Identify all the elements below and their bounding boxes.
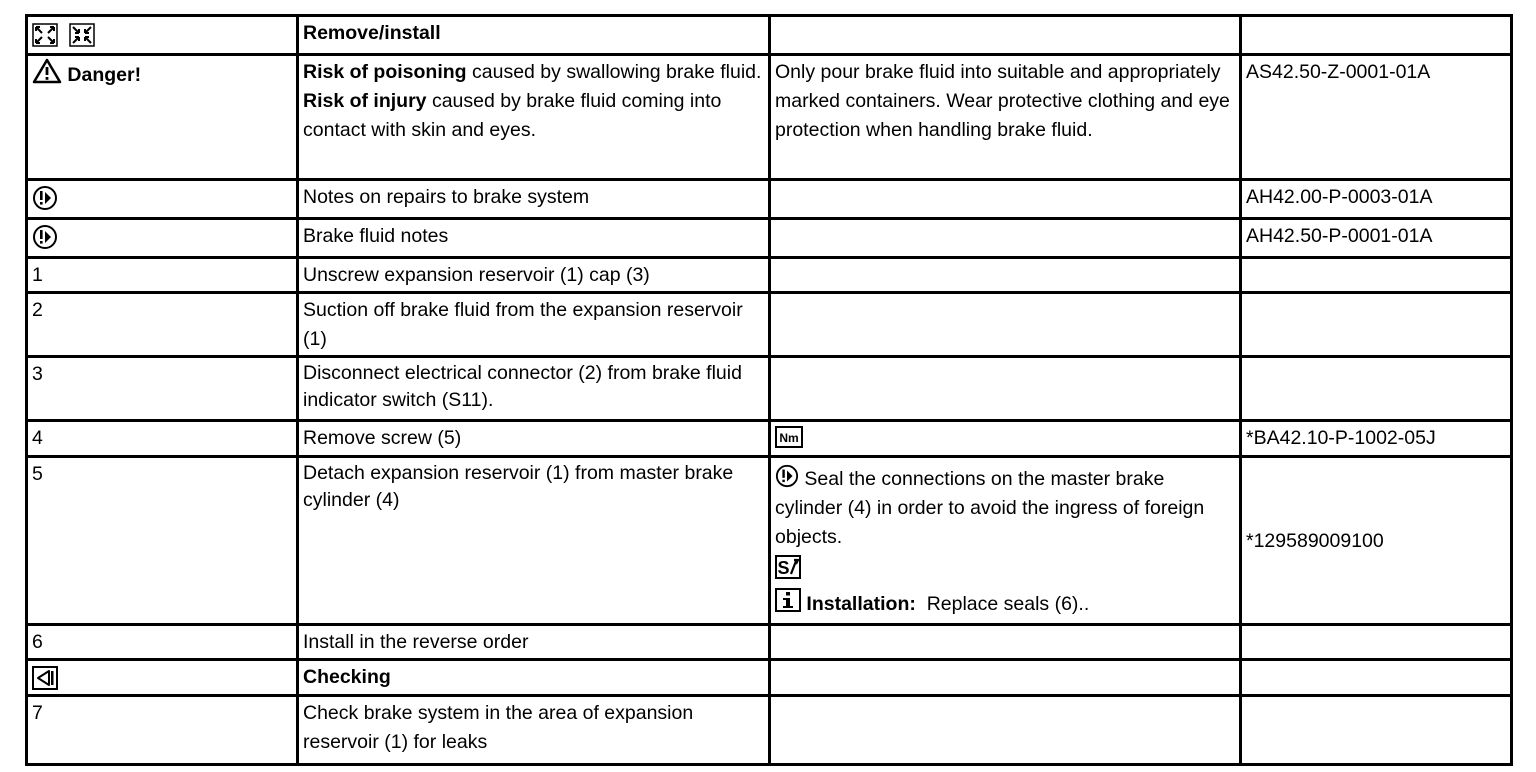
step-text-cell (298, 457, 770, 625)
special-tool-line (775, 552, 1235, 582)
note-empty-cell (770, 180, 1241, 219)
step-row (27, 258, 1512, 293)
info-icon (775, 588, 801, 612)
danger-measure: Only pour brake fluid into suitable and appropriately marked containers. Wear protective clothing and eye protection when handling brake fluid. (775, 61, 1230, 141)
special-tool-icon (775, 555, 801, 579)
step-ref-cell[interactable] (1241, 421, 1512, 457)
step-number: 5 (32, 463, 43, 485)
note-row (27, 219, 1512, 258)
installation-info (775, 588, 1235, 619)
svg-text:Nm: Nm (779, 430, 799, 445)
step-text: Unscrew expansion reservoir (1) cap (3) (303, 264, 650, 286)
step-number: 2 (32, 299, 43, 321)
step-number: 4 (32, 427, 43, 449)
risk-injury-text: caused by brake fluid coming into contact with skin and eyes. (303, 90, 722, 141)
note-icon (32, 224, 58, 250)
step-ref-link[interactable]: *BA42.10-P-1002-05J (1246, 427, 1436, 449)
header-title: Remove/install (303, 22, 441, 44)
step-number-cell (27, 357, 298, 421)
danger-row (27, 55, 1512, 180)
step-ref-link[interactable]: *129589009100 (1246, 529, 1384, 552)
step-icon-cell (770, 421, 1241, 457)
step-number-cell (27, 625, 298, 660)
checking-icon-cell (27, 660, 298, 696)
step-empty-cell (1241, 357, 1512, 421)
checking-row (27, 660, 1512, 696)
step-empty-cell (1241, 258, 1512, 293)
note-text-cell (298, 219, 770, 258)
step-empty-cell (1241, 293, 1512, 357)
step-number-cell (27, 421, 298, 457)
danger-label: Danger! (67, 64, 142, 86)
step-number: 7 (32, 702, 43, 724)
step-empty-cell (770, 357, 1241, 421)
note-icon-cell (27, 219, 298, 258)
step-empty-cell (1241, 696, 1512, 765)
svg-text:S: S (777, 557, 790, 578)
header-title-cell (298, 16, 770, 55)
danger-label-cell (27, 55, 298, 180)
step-number-cell (27, 457, 298, 625)
step-text: Check brake system in the area of expansion reservoir (1) for leaks (303, 702, 694, 753)
step-row (27, 421, 1512, 457)
step-text-cell (298, 357, 770, 421)
step-empty-cell (1241, 625, 1512, 660)
installation-text: Replace seals (6).. (926, 593, 1090, 615)
note-text: Notes on repairs to brake system (303, 186, 590, 208)
note-text-cell (298, 180, 770, 219)
risk-poisoning-bold: Risk of poisoning (303, 61, 467, 83)
note-row (27, 180, 1512, 219)
note-ref-link[interactable]: AH42.50-P-0001-01A (1246, 225, 1433, 247)
header-icons-cell (27, 16, 298, 55)
torque-nm-icon (775, 426, 803, 448)
step-text-cell (298, 696, 770, 765)
procedure-table (25, 14, 1513, 766)
danger-ref-cell (1241, 55, 1512, 180)
danger-measure-cell (770, 55, 1241, 180)
step-ref-cell[interactable] (1241, 457, 1512, 625)
step-row (27, 696, 1512, 765)
risk-injury-bold: Risk of injury (303, 90, 427, 112)
header-empty-cell (1241, 16, 1512, 55)
checking-empty-cell (770, 660, 1241, 696)
note-ref-cell[interactable] (1241, 219, 1512, 258)
install-icon (69, 23, 95, 47)
note-text: Brake fluid notes (303, 225, 449, 247)
step-number: 3 (32, 363, 43, 385)
step-row (27, 457, 1512, 625)
seal-note-text: Seal the connections on the master brake cylinder (4) in order to avoid the ingress of foreign objects. (775, 468, 1205, 548)
danger-risk-cell (298, 55, 770, 180)
note-ref-cell[interactable] (1241, 180, 1512, 219)
step-number: 1 (32, 264, 43, 286)
warning-triangle-icon (32, 58, 62, 84)
step-text-cell (298, 258, 770, 293)
checking-icon (32, 666, 58, 690)
step-text-cell (298, 625, 770, 660)
note-ref-link[interactable]: AH42.00-P-0003-01A (1246, 186, 1433, 208)
step-text: Suction off brake fluid from the expansion reservoir (1) (303, 299, 743, 350)
checking-title: Checking (303, 666, 391, 688)
header-empty-cell (770, 16, 1241, 55)
step-text: Remove screw (5) (303, 427, 462, 449)
step-notes-cell (770, 457, 1241, 625)
step-empty-cell (770, 696, 1241, 765)
step-text: Disconnect electrical connector (2) from brake fluid indicator switch (S11). (303, 362, 742, 411)
step-number-cell (27, 696, 298, 765)
installation-label: Installation: (806, 593, 916, 615)
step-row (27, 357, 1512, 421)
note-icon (32, 185, 58, 211)
step-row (27, 293, 1512, 357)
danger-ref: AS42.50-Z-0001-01A (1246, 61, 1431, 83)
step-text-cell (298, 421, 770, 457)
step-number: 6 (32, 631, 43, 653)
step-text: Install in the reverse order (303, 631, 529, 653)
risk-poisoning-text: caused by swallowing brake fluid. (466, 61, 762, 83)
step-row (27, 625, 1512, 660)
step-text-cell (298, 293, 770, 357)
step-empty-cell (770, 258, 1241, 293)
checking-title-cell (298, 660, 770, 696)
seal-note (775, 464, 1235, 552)
note-empty-cell (770, 219, 1241, 258)
remove-icon (32, 23, 58, 47)
step-empty-cell (770, 625, 1241, 660)
step-number-cell (27, 293, 298, 357)
step-text: Detach expansion reservoir (1) from master brake cylinder (4) (303, 462, 734, 511)
step-empty-cell (770, 293, 1241, 357)
header-row (27, 16, 1512, 55)
step-number-cell (27, 258, 298, 293)
checking-empty-cell (1241, 660, 1512, 696)
note-icon-cell (27, 180, 298, 219)
note-icon (775, 464, 799, 488)
